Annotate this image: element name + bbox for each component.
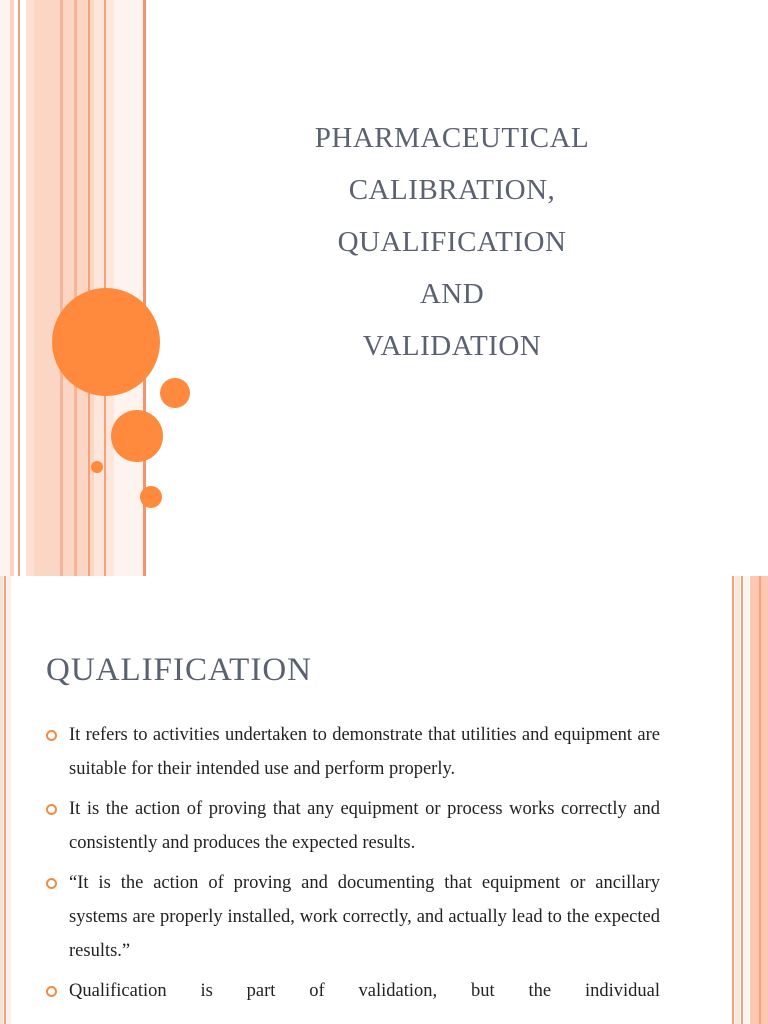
bullet-circle-icon (46, 878, 57, 889)
list-item-text: Qualification is part of validation, but the individual (69, 981, 660, 1001)
list-item-text: It is the action of proving that any equipment or process works correctly and consistently and produces the expected results. (69, 799, 660, 853)
slide-heading: QUALIFICATION (46, 652, 312, 688)
small-circle-icon (140, 486, 162, 508)
list-item (44, 866, 660, 968)
list-item-text: “It is the action of proving and documenting that equipment or ancillary systems are properly installed, work correctly, and actually lead to the expected results.” (69, 873, 660, 961)
tiny-circle-icon (91, 461, 103, 473)
list-item-text: It refers to activities undertaken to demonstrate that utilities and equipment are suitable for their intended use and perform properly. (69, 725, 660, 779)
slide-title (250, 112, 654, 372)
decorative-stripes (0, 576, 12, 1024)
decorative-stripes (732, 576, 768, 1024)
bullet-circle-icon (46, 730, 57, 741)
decorative-circles (0, 0, 200, 576)
content-slide (0, 576, 768, 1024)
title-line: PHARMACEUTICAL (314, 122, 590, 154)
bullet-list (44, 718, 660, 1014)
list-item (44, 974, 660, 1008)
small-circle-icon (160, 378, 190, 408)
medium-circle-icon (111, 410, 163, 462)
title-line: QUALIFICATION (337, 226, 567, 258)
title-line: AND (419, 278, 485, 310)
bullet-circle-icon (46, 804, 57, 815)
list-item (44, 792, 660, 860)
bullet-circle-icon (46, 986, 57, 997)
title-line: VALIDATION (362, 330, 542, 362)
large-circle-icon (52, 288, 160, 396)
list-item (44, 718, 660, 786)
title-line: CALIBRATION, (348, 174, 556, 206)
